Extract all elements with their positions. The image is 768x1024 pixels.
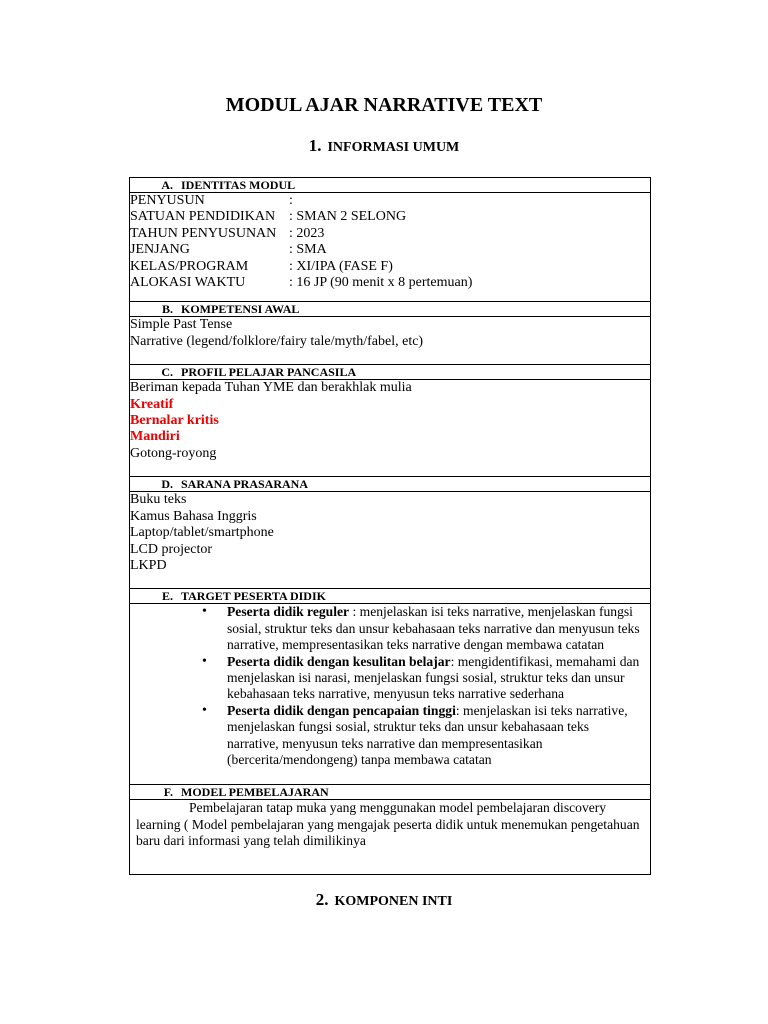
section-header-identitas xyxy=(130,178,651,193)
section-header-profil xyxy=(130,365,651,380)
section-letter: E. xyxy=(161,589,173,604)
section-header-label: MODEL PEMBELAJARAN xyxy=(181,785,329,800)
identitas-row xyxy=(130,259,650,275)
target-bullet-item xyxy=(202,702,642,769)
profil-item: Beriman kepada Tuhan YME dan berakhlak mulia xyxy=(130,380,412,396)
informasi-umum-table xyxy=(129,177,651,875)
identitas-value: : XI/IPA (FASE F) xyxy=(289,258,393,274)
section-letter: B. xyxy=(161,302,173,317)
profil-item-highlighted: Mandiri xyxy=(130,429,180,445)
target-bullet-text: : menjelaskan isi teks narrative, menjelaskan fungsi sosial, struktur teks dan unsur kebahasaan teks narrative dan menyusun teks narrative, mempresentasikan teks narrative dengan membawa catatan xyxy=(227,604,640,653)
section-letter: D. xyxy=(161,477,173,492)
section-letter: A. xyxy=(161,178,173,192)
identitas-value: : xyxy=(289,193,293,208)
section-letter: F. xyxy=(163,785,173,800)
section-letter: C. xyxy=(161,365,173,380)
identitas-key: JENJANG xyxy=(130,242,190,258)
identitas-value: : SMA xyxy=(289,242,327,258)
section-header-label: KOMPETENSI AWAL xyxy=(181,302,300,317)
section-header-kompetensi xyxy=(130,302,651,317)
target-bullet-label: Peserta didik reguler xyxy=(227,604,350,620)
identitas-key: KELAS/PROGRAM xyxy=(130,258,249,274)
model-content-row xyxy=(130,800,651,874)
section-header-label: TARGET PESERTA DIDIK xyxy=(181,589,326,604)
section-number: 2. xyxy=(315,890,329,909)
sarana-line: Laptop/tablet/smartphone xyxy=(130,525,274,541)
sarana-line: Buku teks xyxy=(130,492,187,508)
sarana-line: Kamus Bahasa Inggris xyxy=(130,508,257,524)
identitas-value: : 2023 xyxy=(289,225,325,241)
section-heading-komponen-inti xyxy=(0,890,768,910)
sarana-content-row xyxy=(130,492,651,589)
section-header-model xyxy=(130,785,651,800)
section-header-label: IDENTITAS MODUL xyxy=(181,178,296,192)
identitas-content xyxy=(130,193,651,302)
target-bullet-item xyxy=(202,653,642,703)
section-header-label: PROFIL PELAJAR PANCASILA xyxy=(181,365,357,380)
target-content xyxy=(130,604,651,785)
bullet-icon: • xyxy=(202,653,207,669)
section-label: INFORMASI UMUM xyxy=(327,140,460,155)
section-header-sarana xyxy=(130,477,651,492)
kompetensi-content-row xyxy=(130,317,651,365)
section-header-label: SARANA PRASARANA xyxy=(181,477,309,492)
target-bullet-item xyxy=(202,604,642,653)
bullet-icon: • xyxy=(202,604,207,620)
kompetensi-content xyxy=(130,317,651,365)
model-paragraph: Pembelajaran tatap muka yang menggunakan model pembelajaran discovery learning ( Model pembelajaran yang mengajak peserta didik untuk menemukan pengetahuan baru dari informasi yang telah dimilikinya xyxy=(136,800,640,849)
target-bullet-text: : mengidentifikasi, memahami dan menjelaskan isi narasi, menjelaskan fungsi sosial, struktur teks dan unsur kebahasaan teks narrative, menyusun teks narrative sederhana xyxy=(227,653,640,702)
section-number: 1. xyxy=(308,136,322,155)
target-bullet-label: Peserta didik dengan kesulitan belajar xyxy=(227,653,451,669)
model-content xyxy=(130,800,651,874)
profil-content-row xyxy=(130,380,651,477)
target-content-row xyxy=(130,604,651,785)
identitas-key: SATUAN PENDIDIKAN xyxy=(130,209,276,225)
document-title: MODUL AJAR NARRATIVE TEXT xyxy=(225,94,543,116)
identitas-row xyxy=(130,226,650,242)
target-bullet-text: : menjelaskan isi teks narrative, menjelaskan fungsi sosial, struktur teks dan unsur kebahasaan teks narrative, menyusun teks narrative dan mempresentasikan (bercerita/mendongeng) tanpa membawa catatan xyxy=(227,702,628,767)
profil-content xyxy=(130,380,651,477)
sarana-content xyxy=(130,492,651,589)
kompetensi-line: Narrative (legend/folklore/fairy tale/myth/fabel, etc) xyxy=(130,333,424,349)
kompetensi-line: Simple Past Tense xyxy=(130,317,233,333)
identitas-value: : 16 JP (90 menit x 8 pertemuan) xyxy=(289,275,473,291)
profil-item: Gotong-royong xyxy=(130,445,217,461)
identitas-row xyxy=(130,242,650,258)
profil-item-highlighted: Kreatif xyxy=(130,396,174,412)
target-bullet-list xyxy=(130,604,650,784)
identitas-key: ALOKASI WAKTU xyxy=(130,275,246,291)
identitas-content-row xyxy=(130,193,651,302)
bullet-icon: • xyxy=(202,702,207,718)
profil-item-highlighted: Bernalar kritis xyxy=(130,413,219,429)
sarana-line: LKPD xyxy=(130,557,167,573)
identitas-value: : SMAN 2 SELONG xyxy=(289,209,407,225)
identitas-row xyxy=(130,209,650,225)
identitas-row xyxy=(130,275,650,291)
identitas-key: TAHUN PENYUSUNAN xyxy=(130,225,277,241)
identitas-row xyxy=(130,193,650,209)
section-header-target xyxy=(130,589,651,604)
identitas-key: PENYUSUN xyxy=(130,193,205,208)
section-heading-informasi-umum xyxy=(0,136,768,156)
sarana-line: LCD projector xyxy=(130,541,213,557)
target-bullet-label: Peserta didik dengan pencapaian tinggi xyxy=(227,702,456,718)
section-label: KOMPONEN INTI xyxy=(334,894,453,909)
